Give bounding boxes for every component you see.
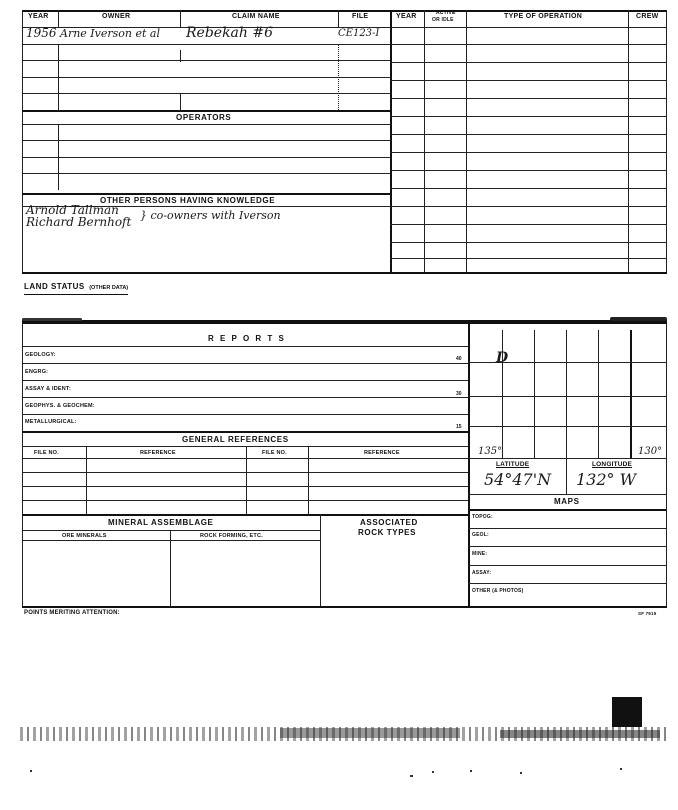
owner-header: OWNER — [102, 13, 131, 20]
claim-owner: Arne Iverson et al — [60, 27, 160, 40]
scale-15: 15 — [456, 424, 462, 430]
reports-top-band — [22, 320, 667, 324]
longitude-value: 132° W — [576, 470, 637, 489]
latitude-value: 54°47'N — [484, 470, 552, 489]
grid-line — [630, 330, 632, 458]
mineral-assemblage-title: MINERAL ASSEMBLAGE — [108, 518, 214, 527]
row-line — [22, 500, 468, 501]
grid-line — [468, 396, 666, 397]
row-line — [22, 173, 390, 174]
row-line — [22, 472, 468, 473]
left-border — [22, 10, 23, 272]
year2-header: YEAR — [396, 13, 417, 20]
noise-blot — [280, 728, 460, 738]
row-line — [390, 134, 667, 135]
row-line — [390, 206, 667, 207]
row-line — [390, 44, 667, 45]
active-header-line2: OR IDLE — [432, 17, 454, 23]
row-line — [22, 514, 468, 516]
other-persons-top-line — [22, 193, 390, 195]
col-divider — [566, 458, 567, 494]
file-header: FILE — [352, 13, 369, 20]
top-border — [22, 10, 667, 12]
row-line — [390, 152, 667, 153]
geophys-label: GEOPHYS. & GEOCHEM: — [25, 403, 95, 409]
associated-title: ASSOCIATED — [360, 518, 418, 527]
row-line — [22, 486, 468, 487]
speck — [620, 768, 622, 770]
col-divider — [180, 50, 181, 62]
speck — [520, 772, 522, 774]
row-line — [468, 509, 666, 511]
row-line — [22, 380, 468, 381]
engrg-label: ENGRG: — [25, 369, 49, 375]
col-divider — [58, 44, 59, 110]
row-line — [468, 583, 666, 584]
co-owners-note: } co-owners with Iverson — [140, 209, 281, 222]
col-divider — [180, 93, 181, 110]
ore-minerals-header: ORE MINERALS — [62, 533, 107, 539]
registration-block — [612, 697, 642, 727]
row-line — [468, 458, 666, 459]
scale-40: 40 — [456, 356, 462, 362]
col-divider — [86, 446, 87, 514]
reference-header-2: REFERENCE — [364, 450, 400, 456]
file-no-header-2: FILE NO. — [262, 450, 287, 456]
speck — [470, 770, 472, 772]
land-status-title: LAND STATUS — [24, 282, 85, 291]
geology-label: GEOLOGY: — [25, 352, 56, 358]
row-line — [22, 77, 390, 78]
other-persons-title: OTHER PERSONS HAVING KNOWLEDGE — [100, 196, 276, 205]
assay-ident-label: ASSAY & IDENT: — [25, 386, 71, 392]
smudge — [22, 318, 82, 321]
col-divider — [180, 10, 181, 27]
col-divider — [338, 10, 339, 27]
row-line — [468, 546, 666, 547]
claim-file: CE123-I — [338, 28, 380, 39]
col-divider — [320, 514, 321, 606]
latitude-label: LATITUDE — [496, 461, 530, 468]
col-divider — [246, 446, 247, 514]
row-line — [468, 494, 666, 495]
row-line — [22, 60, 390, 61]
center-divider — [468, 324, 470, 606]
col-divider — [170, 530, 171, 606]
row-line — [22, 124, 390, 125]
noise-blot — [500, 730, 660, 738]
grid-line — [468, 426, 666, 427]
row-line — [22, 93, 390, 94]
longitude-right: 130° — [638, 446, 663, 457]
reports-title: R E P O R T S — [208, 334, 286, 343]
grid-line — [598, 330, 599, 458]
grid-line — [534, 330, 535, 458]
speck — [410, 775, 413, 777]
grid-line — [566, 330, 567, 458]
general-references-title: GENERAL REFERENCES — [182, 435, 289, 444]
rock-forming-header: ROCK FORMING, ETC. — [200, 533, 263, 539]
row-line — [390, 98, 667, 99]
row-line — [390, 242, 667, 243]
row-line — [390, 80, 667, 81]
col-divider — [338, 44, 339, 110]
smudge — [610, 317, 667, 321]
scale-30: 30 — [456, 391, 462, 397]
operators-top-line — [22, 110, 390, 112]
left-border — [22, 324, 23, 606]
col-divider — [58, 10, 59, 27]
row-line — [390, 188, 667, 189]
row-line — [22, 530, 320, 531]
row-line — [22, 414, 468, 415]
year-header: YEAR — [28, 13, 49, 20]
col-divider — [466, 10, 467, 27]
longitude-label: LONGITUDE — [592, 461, 633, 468]
crew-header: CREW — [636, 13, 659, 20]
row-line — [22, 346, 468, 347]
person-2: Richard Bernhoft — [26, 215, 132, 229]
right-border — [666, 10, 667, 272]
metallurgical-label: METALLURGICAL: — [25, 419, 77, 425]
speck — [432, 771, 434, 773]
row-line — [22, 157, 390, 158]
row-line — [22, 446, 468, 447]
col-divider — [424, 27, 425, 272]
maps-assay-label: ASSAY: — [472, 570, 492, 576]
col-divider — [58, 124, 59, 190]
maps-geol-label: GEOL: — [472, 532, 489, 538]
row-line — [22, 431, 468, 433]
col-divider — [424, 10, 425, 27]
maps-mine-label: MINE: — [472, 551, 488, 557]
grid-marker: D — [496, 350, 509, 366]
maps-title: MAPS — [554, 497, 580, 506]
row-line — [22, 140, 390, 141]
top-section-bottom-line — [22, 272, 667, 274]
type-of-operation-header: TYPE OF OPERATION — [504, 13, 583, 20]
claim-name-header: CLAIM NAME — [232, 13, 280, 20]
col-divider — [466, 27, 467, 272]
operators-title: OPERATORS — [176, 113, 232, 122]
row-line — [390, 258, 667, 259]
bottom-line — [22, 606, 667, 608]
row-line — [390, 62, 667, 63]
longitude-left: 135° — [478, 446, 503, 457]
row-line — [390, 170, 667, 171]
maps-other-label: OTHER (& PHOTOS) — [472, 588, 524, 594]
col-divider — [308, 446, 309, 514]
land-status-label — [24, 276, 128, 295]
person-1: Arnold Tallman — [26, 203, 119, 217]
rock-types-title: ROCK TYPES — [358, 528, 417, 537]
row-line — [468, 528, 666, 529]
center-divider — [390, 10, 392, 272]
row-line — [22, 540, 320, 541]
row-line — [22, 397, 468, 398]
points-meriting-attention-label: POINTS MERITING ATTENTION: — [24, 610, 120, 616]
maps-topog-label: TOPOG: — [472, 514, 493, 520]
row-line — [390, 116, 667, 117]
right-border — [666, 324, 667, 606]
row-line — [468, 565, 666, 566]
row-line — [22, 458, 468, 459]
claim-year: 1956 — [26, 26, 57, 40]
col-divider — [628, 10, 629, 27]
form-number: SF 7915 — [638, 611, 657, 616]
reference-header: REFERENCE — [140, 450, 176, 456]
speck — [30, 770, 32, 772]
file-no-header: FILE NO. — [34, 450, 59, 456]
row-line — [22, 44, 390, 45]
active-header-line1: ACTIVE — [436, 10, 456, 16]
row-line — [22, 363, 468, 364]
col-divider — [628, 27, 629, 272]
land-status-subtitle: (OTHER DATA) — [89, 285, 129, 291]
claim-name: Rebekah #6 — [186, 25, 274, 41]
row-line — [390, 224, 667, 225]
